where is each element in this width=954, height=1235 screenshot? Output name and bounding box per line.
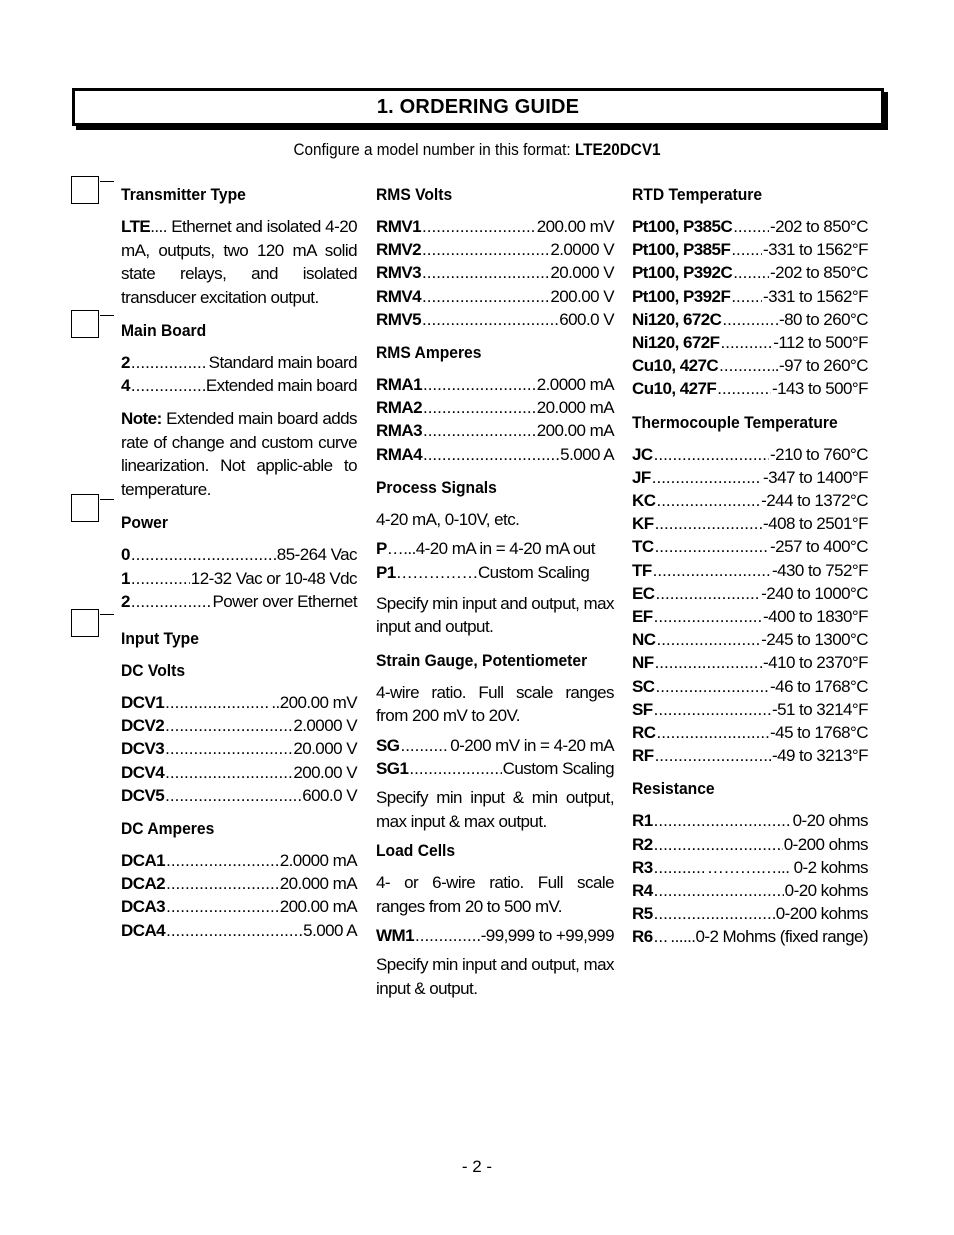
- main-board-list: [121, 351, 357, 397]
- leader-dots: [166, 919, 302, 942]
- dc-amperes-list: [121, 849, 357, 942]
- leader-dots: [731, 238, 762, 261]
- leader-dots: [722, 308, 773, 331]
- leader-dots: [721, 331, 773, 354]
- leader-dots: [165, 714, 292, 737]
- leader-dots: [166, 849, 279, 872]
- list-item: [376, 924, 614, 947]
- list-item: [632, 285, 868, 308]
- item-code: SF: [632, 699, 653, 719]
- leader-dots: [654, 809, 792, 832]
- leader-dots: [165, 737, 292, 760]
- process-signals-text: 4-20 mA, 0-10V, etc.: [376, 509, 520, 529]
- item-code: DCV2: [121, 716, 165, 736]
- item-code: P1: [376, 562, 396, 582]
- list-item: [376, 561, 614, 584]
- item-code: DCV5: [121, 785, 165, 805]
- list-item: [376, 215, 614, 238]
- list-item: [632, 721, 868, 744]
- item-code: KC: [632, 491, 656, 511]
- item-value: ……….…... 0-2 kohms: [706, 857, 868, 877]
- strain-gauge-heading: Strain Gauge, Potentiometer: [376, 650, 588, 670]
- item-code: R3: [632, 857, 653, 877]
- list-item: [121, 691, 357, 714]
- dc-volts-heading: DC Volts: [121, 661, 186, 681]
- list-item: [632, 512, 868, 535]
- leader-dots: [654, 833, 783, 856]
- item-code: DCA1: [121, 851, 166, 871]
- leader-dots: [719, 354, 774, 377]
- strain-gauge-text: 4-wire ratio. Full scale ranges from 200 mV to 20V.: [376, 682, 614, 726]
- list-item: [632, 582, 868, 605]
- item-code: DCV3: [121, 739, 165, 759]
- list-item: [632, 651, 868, 674]
- list-item: [121, 761, 357, 784]
- transmitter-type-heading: Transmitter Type: [121, 185, 246, 204]
- item-code: RMA2: [376, 398, 422, 418]
- list-item: [121, 714, 357, 737]
- item-code: DCA4: [121, 920, 166, 940]
- item-value: 200.00 mA: [536, 421, 614, 441]
- rms-amperes-list: [376, 373, 614, 466]
- item-code: RMV1: [376, 217, 422, 236]
- item-value: -51 to 3214°F: [771, 699, 868, 719]
- item-value: ……………Custom Scaling: [395, 562, 590, 582]
- leader-dots: [423, 443, 559, 466]
- leader-dots: [655, 535, 769, 558]
- list-item: [632, 675, 868, 698]
- leader-dots: [652, 466, 762, 489]
- resistance-heading: Resistance: [632, 779, 715, 799]
- lte-code: LTE: [121, 217, 151, 236]
- item-code: 2: [121, 591, 130, 611]
- list-item: [632, 925, 868, 948]
- list-item: [376, 308, 614, 331]
- item-value: -210 to 760°C: [770, 444, 868, 464]
- load-cells-text: 4- or 6-wire ratio. Full scale ranges from 20 to 500 mV.: [376, 873, 614, 916]
- item-value: -408 to 2501°F: [763, 514, 868, 534]
- item-value: …...4-20 mA in = 4-20 mA out: [386, 539, 595, 559]
- item-code: NC: [632, 630, 656, 650]
- item-code: RMA4: [376, 444, 422, 464]
- item-code: RMV2: [376, 240, 422, 260]
- list-item: [376, 396, 614, 419]
- power-list: [121, 543, 357, 613]
- item-code: TC: [632, 537, 654, 557]
- item-code: 1: [121, 568, 130, 588]
- list-item: [632, 833, 868, 856]
- page-number: - 2 -: [461, 1157, 493, 1176]
- item-value: 2.0000 V: [293, 716, 357, 736]
- item-code: Pt100, P385F: [632, 240, 731, 260]
- strain-gauge-list: [376, 734, 614, 780]
- main-board-box: [71, 310, 99, 338]
- item-value: Power over Ethernet: [212, 591, 357, 611]
- rms-volts-list: [376, 215, 614, 331]
- item-code: JC: [632, 444, 653, 464]
- item-value: -240 to 1000°C: [761, 583, 868, 603]
- process-signals-list: [376, 537, 614, 583]
- list-item: [121, 567, 357, 590]
- leader-dots: [422, 308, 558, 331]
- item-value: 200.00 mA: [279, 897, 357, 917]
- list-item: [121, 590, 357, 613]
- item-value: -202 to 850°C: [770, 263, 868, 283]
- column-1: [121, 183, 357, 942]
- item-value: 200.00 mV: [536, 217, 614, 236]
- list-item: [121, 543, 357, 566]
- leader-dots: [422, 261, 549, 284]
- leader-dots: [653, 559, 771, 582]
- list-item: [632, 698, 868, 721]
- list-item: [632, 443, 868, 466]
- item-value: -49 to 3213°F: [771, 746, 868, 766]
- leader-dots: [731, 285, 762, 308]
- item-code: Cu10, 427F: [632, 379, 717, 399]
- list-item: [121, 849, 357, 872]
- item-value: 0-20 ohms: [792, 811, 868, 831]
- list-item: [632, 238, 868, 261]
- item-value: 20.000 V: [293, 739, 357, 759]
- leader-dots: [717, 377, 771, 400]
- item-value: -244 to 1372°C: [761, 491, 868, 511]
- leader-dots: [400, 734, 449, 757]
- item-value: 20.000 mA: [279, 874, 357, 894]
- item-code: P: [376, 539, 387, 559]
- item-code: Pt100, P392C: [632, 263, 733, 283]
- list-item: [632, 535, 868, 558]
- item-code: 0: [121, 545, 130, 565]
- item-code: SG1: [376, 758, 409, 778]
- list-item: [121, 784, 357, 807]
- item-code: RMV4: [376, 286, 422, 306]
- item-code: Ni120, 672C: [632, 309, 722, 329]
- item-value: 200.00 V: [293, 762, 357, 782]
- leader-dots: [655, 744, 771, 767]
- list-item: [632, 628, 868, 651]
- item-code: R2: [632, 834, 653, 854]
- item-code: RMV3: [376, 263, 422, 283]
- item-value: Extended main board: [205, 376, 357, 396]
- list-item: [632, 377, 868, 400]
- list-item: [632, 902, 868, 925]
- item-code: RMV5: [376, 309, 422, 329]
- item-value: -45 to 1768°C: [770, 723, 868, 743]
- list-item: [121, 872, 357, 895]
- transmitter-type-box: [71, 176, 99, 204]
- item-code: Pt100, P385C: [632, 217, 733, 236]
- item-code: Pt100, P392F: [632, 286, 731, 306]
- load-cells-heading: Load Cells: [376, 841, 456, 861]
- model-example: LTE20DCV1: [574, 140, 661, 159]
- leader-dots: [655, 651, 758, 674]
- item-code: 4: [121, 376, 130, 396]
- leader-dots: [166, 895, 279, 918]
- leader-dots: [654, 902, 775, 925]
- leader-dots: [656, 489, 760, 512]
- item-code: SG: [376, 735, 400, 755]
- list-item: [376, 285, 614, 308]
- input-type-heading: Input Type: [121, 629, 199, 649]
- item-code: RF: [632, 746, 654, 766]
- thermocouple-heading: Thermocouple Temperature: [632, 412, 838, 432]
- list-item: [632, 354, 868, 377]
- strain-gauge-note: Specify min input & min output, max input & max output.: [376, 788, 614, 831]
- item-value: 200.00 V: [550, 286, 614, 306]
- leader-dots: [733, 261, 769, 284]
- rtd-list: [632, 215, 868, 401]
- leader-dots: [131, 567, 190, 590]
- item-code: Ni120, 672F: [632, 333, 720, 353]
- list-item: [376, 373, 614, 396]
- list-item: [376, 734, 614, 757]
- leader-dots: [656, 628, 760, 651]
- list-item: [632, 559, 868, 582]
- leader-dots: [415, 924, 480, 947]
- item-value: 5.000 A: [303, 920, 357, 940]
- item-value: -331 to 1562°F: [763, 240, 868, 260]
- leader-dots: [656, 721, 769, 744]
- item-value: 0-200 mV in = 4-20 mA: [450, 735, 614, 755]
- item-value: 2.0000 V: [550, 240, 614, 260]
- leader-dots: [654, 856, 706, 879]
- item-value: Custom Scaling: [502, 758, 614, 778]
- item-code: JF: [632, 467, 651, 487]
- rtd-heading: RTD Temperature: [632, 185, 763, 204]
- item-code: R6: [632, 927, 653, 947]
- load-cells-note: Specify min input and output, max input & output.: [376, 955, 614, 998]
- item-code: TF: [632, 560, 652, 580]
- leader-dots: [422, 238, 549, 261]
- leader-dots: [131, 590, 212, 613]
- leader-dots: [409, 757, 501, 780]
- item-value: 20.000 mA: [536, 398, 614, 418]
- dc-volts-list: [121, 691, 357, 807]
- column-2: [376, 183, 614, 1000]
- leader-dots: [423, 373, 536, 396]
- item-value: 0-200 kohms: [775, 904, 868, 924]
- list-item: [632, 879, 868, 902]
- leader-dots: [131, 351, 208, 374]
- item-code: EC: [632, 583, 655, 603]
- leader-dots: [423, 419, 536, 442]
- item-value: -202 to 850°C: [770, 217, 868, 236]
- leader-dots: [165, 691, 270, 714]
- list-item: [121, 351, 357, 374]
- item-value: -347 to 1400°F: [763, 467, 868, 487]
- section-title-text: 1. ORDERING GUIDE: [376, 95, 580, 118]
- item-code: RMA1: [376, 375, 422, 395]
- list-item: [376, 443, 614, 466]
- item-value: .-97 to 260°C: [774, 356, 868, 376]
- rms-amperes-heading: RMS Amperes: [376, 343, 482, 363]
- list-item: [632, 744, 868, 767]
- list-item: [632, 331, 868, 354]
- list-item: [632, 466, 868, 489]
- item-code: RC: [632, 723, 656, 743]
- leader-dots: [423, 396, 536, 419]
- note-label: Note:: [121, 409, 162, 429]
- leader-dots: [131, 543, 276, 566]
- leader-dots: [656, 582, 761, 605]
- item-value: -257 to 400°C: [770, 537, 868, 557]
- leader-dots: [656, 675, 770, 698]
- list-item: [121, 919, 357, 942]
- item-value: 2.0000 mA: [279, 851, 357, 871]
- item-code: R1: [632, 811, 653, 831]
- list-item: [632, 809, 868, 832]
- leader-dots: [422, 215, 536, 238]
- list-item: [376, 419, 614, 442]
- intro-line: [48, 140, 907, 160]
- list-item: [632, 261, 868, 284]
- item-code: DCA3: [121, 897, 166, 917]
- item-code: R4: [632, 881, 653, 901]
- item-code: R5: [632, 904, 653, 924]
- leader-dots: [654, 443, 769, 466]
- item-code: 2: [121, 353, 130, 372]
- item-value: Standard main board: [208, 353, 357, 372]
- input-type-box: [71, 609, 99, 637]
- item-value: 2.0000 mA: [536, 375, 614, 395]
- item-value: 5.000 A: [560, 444, 614, 464]
- leader-dots: [654, 879, 784, 902]
- leader-dots: [655, 512, 762, 535]
- item-value: 0-20 kohms: [784, 881, 868, 901]
- item-code: KF: [632, 514, 654, 534]
- item-value: -331 to 1562°F: [763, 286, 868, 306]
- item-value: 600.0 V: [302, 785, 357, 805]
- note-text: Extended main board adds rate of change and custom curve linearization. Not applic-able to temperature.: [121, 409, 357, 499]
- item-code: Cu10, 427C: [632, 356, 719, 376]
- list-item: [121, 737, 357, 760]
- thermocouple-list: [632, 443, 868, 768]
- power-box: [71, 494, 99, 522]
- leader-dots: [166, 872, 279, 895]
- item-code: WM1: [376, 926, 415, 946]
- main-board-note: [121, 407, 357, 501]
- power-heading: Power: [121, 513, 168, 533]
- item-value: -430 to 752°F: [771, 560, 868, 580]
- list-item: [121, 895, 357, 918]
- item-value: 12-32 Vac or 10-48 Vdc: [190, 568, 357, 588]
- item-value: -143 to 500°F: [771, 379, 868, 399]
- item-value: 600.0 V: [559, 309, 614, 329]
- item-value: -46 to 1768°C: [770, 676, 868, 696]
- leader-dots: [165, 761, 292, 784]
- item-value: .-80 to 260°C: [774, 309, 868, 329]
- item-value: -112 to 500°F: [773, 333, 868, 353]
- leader-dots: [733, 215, 769, 238]
- item-value: .-410 to 2370°F: [758, 653, 868, 673]
- item-value: 20.000 V: [550, 263, 614, 283]
- list-item: [632, 215, 868, 238]
- leader-dots: [654, 605, 762, 628]
- leader-dots: [654, 925, 670, 948]
- load-cells-list: [376, 924, 614, 947]
- process-signals-heading: Process Signals: [376, 477, 497, 497]
- leader-dots: [654, 698, 771, 721]
- main-board-heading: Main Board: [121, 321, 207, 340]
- list-item: [376, 757, 614, 780]
- item-code: NF: [632, 653, 654, 673]
- item-value: ......0-2 Mohms (fixed range): [670, 927, 868, 947]
- leader-dots: [165, 784, 301, 807]
- item-value: 85-264 Vac: [276, 545, 357, 565]
- leader-dots: [131, 374, 205, 397]
- item-value: ..200.00 mV: [271, 693, 357, 713]
- list-item: [121, 374, 357, 397]
- item-code: DCA2: [121, 874, 166, 894]
- list-item: [632, 489, 868, 512]
- list-item: [376, 537, 614, 560]
- item-code: SC: [632, 676, 655, 696]
- item-code: DCV4: [121, 762, 165, 782]
- list-item: [632, 605, 868, 628]
- column-3: [632, 183, 868, 949]
- item-code: EF: [632, 607, 653, 627]
- item-value: 0-200 ohms: [783, 834, 868, 854]
- rms-volts-heading: RMS Volts: [376, 185, 453, 204]
- item-code: RMA3: [376, 421, 422, 441]
- dc-amperes-heading: DC Amperes: [121, 819, 215, 839]
- leader-dots: [422, 285, 549, 308]
- process-signals-note: Specify min input and output, max input and output.: [376, 593, 614, 637]
- item-code: DCV1: [121, 693, 165, 713]
- item-value: -400 to 1830°F: [763, 607, 868, 627]
- list-item: [632, 308, 868, 331]
- item-value: -245 to 1300°C: [761, 630, 868, 650]
- list-item: [376, 238, 614, 261]
- resistance-list: [632, 809, 868, 948]
- list-item: [632, 856, 868, 879]
- lte-text: .... Ethernet and isolated 4-20 mA, outputs, two 120 mA solid state relays, and isolated transducer excitation output.: [121, 217, 357, 307]
- section-title: [72, 88, 884, 126]
- list-item: [376, 261, 614, 284]
- item-value: -99,999 to +99,999: [480, 926, 614, 946]
- lte-description: [121, 215, 357, 309]
- intro-text: Configure a model number in this format:: [293, 140, 575, 159]
